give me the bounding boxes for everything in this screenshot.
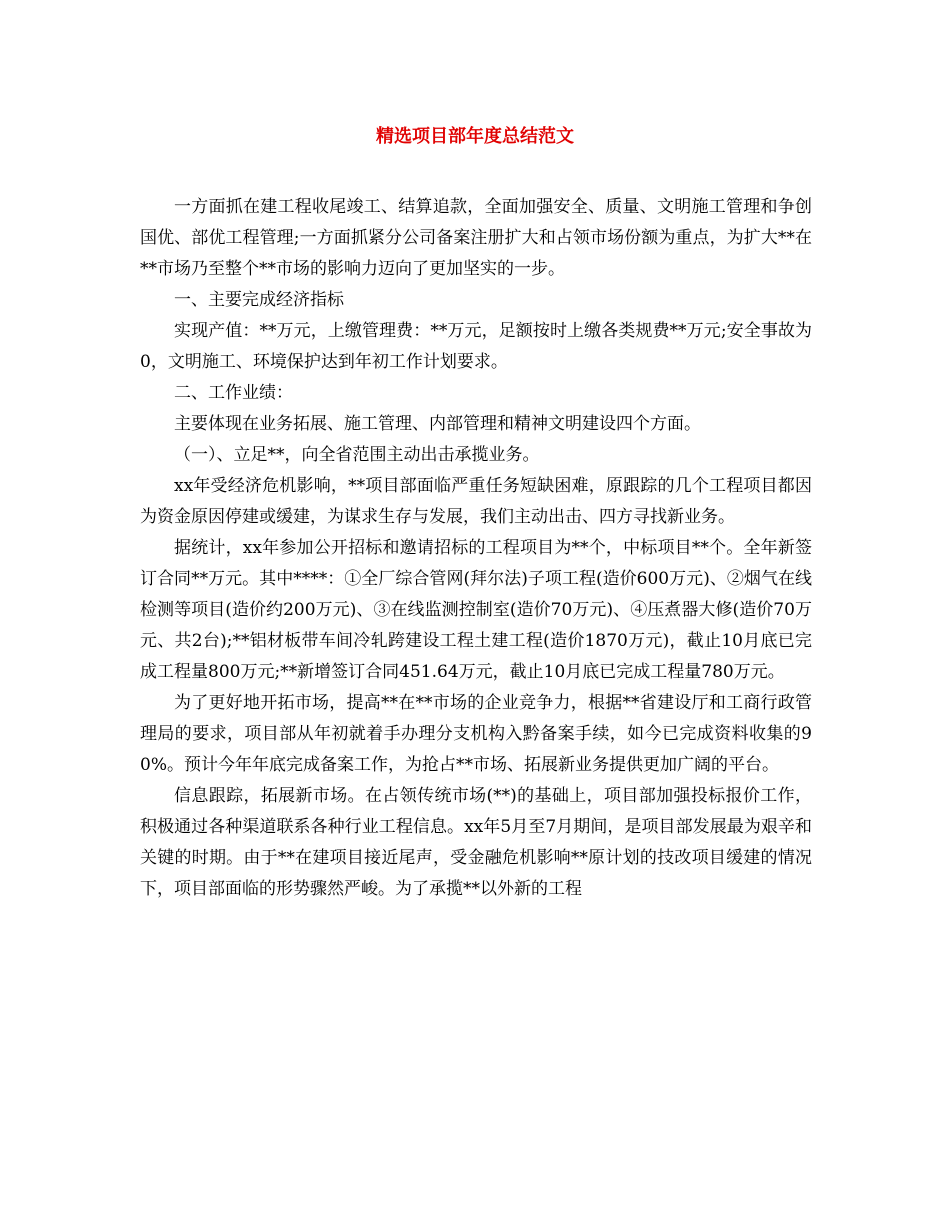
paragraph-economic-crisis: xx年受经济危机影响，**项目部面临严重任务短缺困难，原跟踪的几个工程项目都因为资金原因停建或缓建，为谋求生存与发展，我们主动出击、四方寻找新业务。 [140, 476, 812, 527]
subsection-heading-business: （一）、立足**，向全省范围主动出击承揽业务。 [174, 445, 540, 465]
document-body [140, 192, 812, 905]
paragraph-market-expansion: 为了更好地开拓市场，提高**在**市场的企业竞争力，根据**省建设厅和工商行政管理局的要求，项目部从年初就着手办理分支机构入黔备案手续，如今已完成资料收集的90%。预计今年年底完成备案工作，为抢占**市场、拓展新业务提供更加广阔的平台。 [140, 693, 812, 775]
paragraph-four-aspects: 主要体现在业务拓展、施工管理、内部管理和精神文明建设四个方面。 [174, 414, 701, 434]
paragraph-information-tracking: 信息跟踪，拓展新市场。在占领传统市场(**)的基础上，项目部加强投标报价工作，积极通过各种渠道联系各种行业工程信息。xx年5月至7月期间，是项目部发展最为艰辛和关键的时期。由于**在建项目接近尾声，受金融危机影响**原计划的技改项目缓建的情况下，项目部面临的形势骤然严峻。为了承揽**以外新的工程 [140, 786, 812, 899]
section-heading-achievements: 二、工作业绩： [174, 383, 293, 403]
paragraph-output-value: 实现产值：**万元，上缴管理费：**万元，足额按时上缴各类规费**万元;安全事故为0，文明施工、环境保护达到年初工作计划要求。 [140, 321, 812, 372]
paragraph-intro: 一方面抓在建工程收尾竣工、结算追款，全面加强安全、质量、文明施工管理和争创国优、部优工程管理;一方面抓紧分公司备案注册扩大和占领市场份额为重点，为扩大**在**市场乃至整个**市场的影响力迈向了更加坚实的一步。 [140, 197, 812, 279]
document-title: 精选项目部年度总结范文 [376, 126, 574, 147]
section-heading-economic-indicators: 一、主要完成经济指标 [174, 290, 344, 310]
paragraph-statistics: 据统计，xx年参加公开招标和邀请招标的工程项目为**个，中标项目**个。全年新签订合同**万元。其中****：①全厂综合管网(拜尔法)子项工程(造价600万元)、②烟气在线检测等项目(造价约200万元)、③在线监测控制室(造价70万元)、④压煮器大修(造价70万元、共2台);**铝材板带车间冷轧跨建设工程土建工程(造价1870万元)，截止10月底已完成工程量800万元;**新增签订合同451.64万元，截止10月底已完成工程量780万元。 [140, 538, 812, 682]
